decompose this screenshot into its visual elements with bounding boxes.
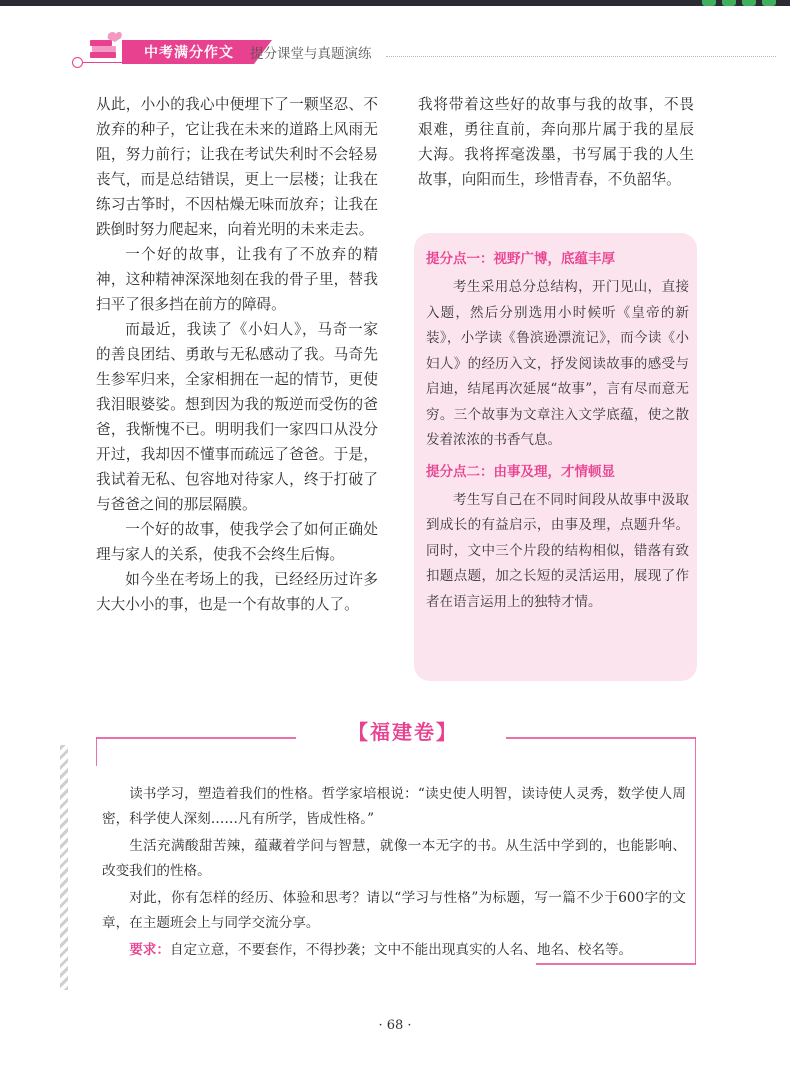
requirement-text: 自定立意，不要套作，不得抄袭；文中不能出现真实的人名、地名、校名等。 [169, 942, 633, 958]
right-text-column [418, 92, 694, 192]
paragraph: 一个好的故事，让我有了不放弃的精神，这种精神深深地刻在我的骨子里，替我扫平了很多挡在前方的障碍。 [96, 246, 378, 313]
comment-box [414, 233, 697, 681]
comment-heading: 提分点二：由事及理，才情顿显 [426, 463, 615, 480]
prompt-paragraph: 对此，你有怎样的经历、体验和思考？请以“学习与性格”为标题，写一篇不少于600字的文章，在主题班会上与同学交流分享。 [102, 890, 686, 931]
page-header [68, 28, 768, 68]
banner-title: 中考满分作文 [144, 45, 234, 61]
header-dot [72, 57, 83, 68]
requirement [102, 938, 686, 963]
page-number: · 68 · [378, 1018, 412, 1033]
paragraph: 一个好的故事，使我学会了如何正确处理与家人的关系，使我不会终生后悔。 [96, 521, 378, 563]
prompt-paragraph: 生活充满酸甜苦辣，蕴藏着学问与智慧，就像一本无字的书。从生活中学到的，也能影响、改变我们的性格。 [102, 838, 686, 879]
comment-heading: 提分点一：视野广博，底蕴丰厚 [426, 251, 615, 267]
top-decoration [702, 0, 776, 6]
section-title: 【福建卷】 [348, 720, 458, 744]
essay-prompt [102, 782, 686, 965]
paragraph: 我将带着这些好的故事与我的故事，不畏艰难，勇往直前，奔向那片属于我的星辰大海。我将挥毫泼墨，书写属于我的人生故事，向阳而生，珍惜青春，不负韶华。 [418, 96, 694, 188]
prompt-paragraph: 读书学习，塑造着我们的性格。哲学家培根说：“读史使人明智，读诗使人灵秀，数学使人周密，科学使人深刻……凡有所学，皆成性格。” [102, 786, 686, 827]
top-border [0, 0, 790, 6]
paragraph: 而最近，我读了《小妇人》，马奇一家的善良团结、勇敢与无私感动了我。马奇先生参军归来，全家相拥在一起的情节，更使我泪眼婆娑。想到因为我的叛逆而受伤的爸爸，我惭愧不已。明明我们一家四口从没分开过，我却因不懂事而疏远了爸爸。于是，我试着无私、包容地对待家人，终于打破了与爸爸之间的那层隔膜。 [96, 321, 378, 513]
left-text-column [96, 92, 378, 617]
requirement-label: 要求： [129, 942, 170, 958]
comment-body: 考生采用总分总结构，开门见山，直接入题，然后分别选用小时候听《皇帝的新装》，小学读《鲁滨逊漂流记》，而今读《小妇人》的经历入文，抒发阅读故事的感受与启迪，结尾再次延展“故事”，言有尽而意无穷。三个故事为文章注入文学底蕴，使之散发着浓浓的书香气息。 [426, 279, 689, 448]
decorative-stripes [60, 745, 68, 990]
books-icon [88, 28, 124, 62]
header-dotted-rule [386, 56, 776, 57]
paragraph: 从此，小小的我心中便埋下了一颗坚忍、不放弃的种子，它让我在未来的道路上风雨无阻，努力前行；让我在考试失利时不会轻易丧气，而是总结错误，更上一层楼；让我在练习古筝时，不因枯燥无味而放弃；让我在跌倒时努力爬起来，向着光明的未来走去。 [96, 96, 378, 238]
paragraph: 如今坐在考场上的我，已经经历过许多大大小小的事，也是一个有故事的人了。 [96, 571, 378, 613]
comment-body: 考生写自己在不同时间段从故事中汲取到成长的有益启示，由事及理，点题升华。同时，文中三个片段的结构相似，错落有致扣题点题，加之长短的灵活运用，展现了作者在语言运用上的独特才情。 [426, 491, 689, 610]
header-subtitle: 提分课堂与真题演练 [250, 46, 372, 62]
